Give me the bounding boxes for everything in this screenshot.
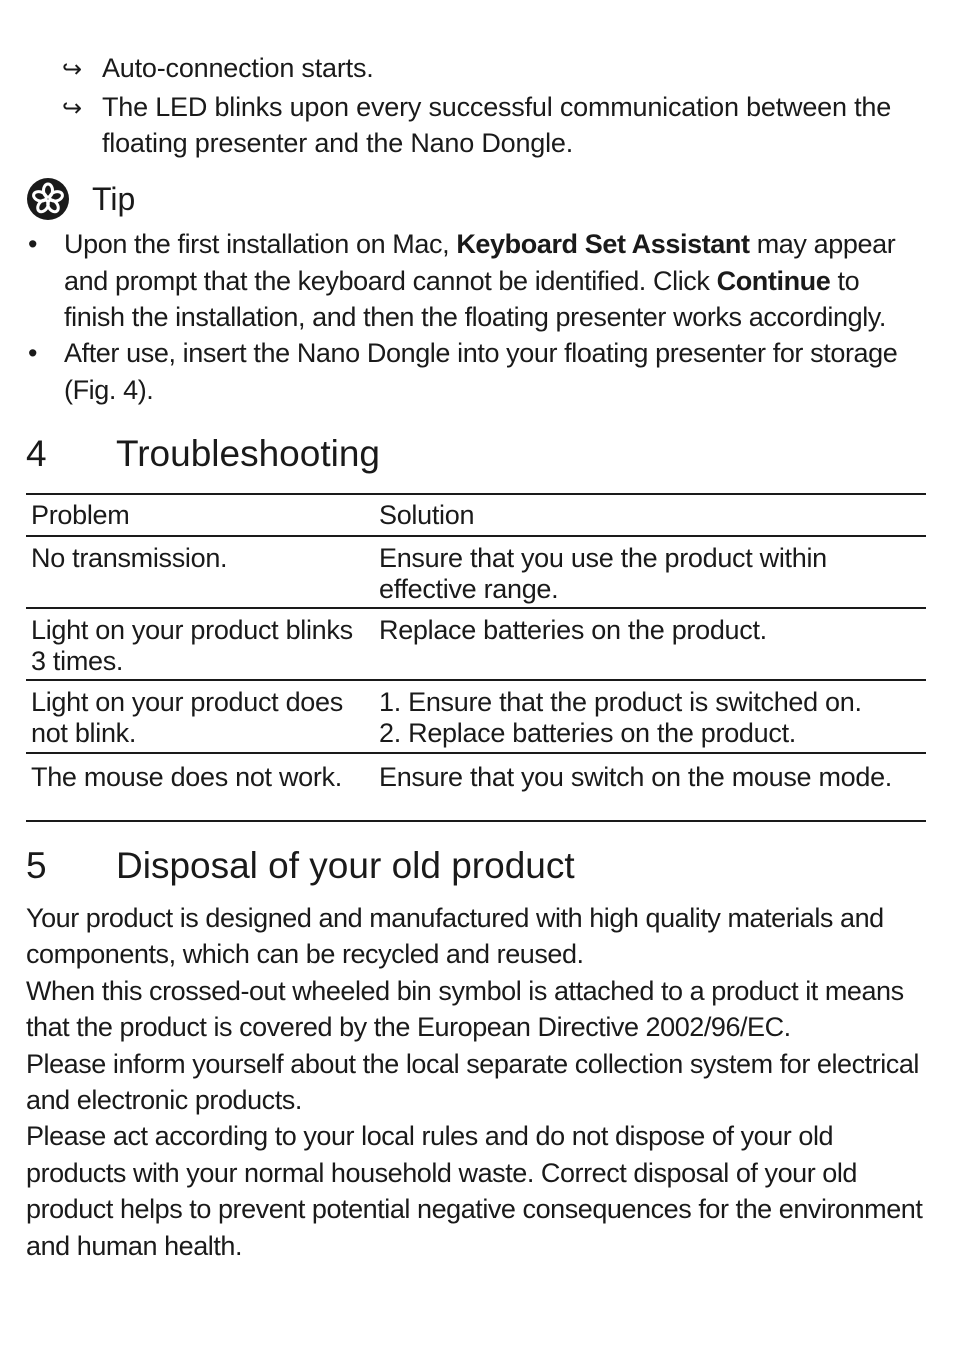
solution-step: 2. Replace batteries on the product. bbox=[379, 718, 796, 748]
section-title: Disposal of your old product bbox=[116, 845, 575, 886]
tip-bullet bbox=[26, 226, 926, 336]
solution-cell bbox=[374, 680, 926, 753]
troubleshooting-table bbox=[26, 493, 926, 822]
section-heading-disposal bbox=[26, 844, 575, 888]
section-heading-troubleshooting bbox=[26, 432, 380, 476]
section-title: Troubleshooting bbox=[116, 433, 380, 474]
tip-bullet-text: Upon the first installation on Mac, Keyboard Set Assistant may appear and prompt that the keyboard cannot be identified. Click Continue to finish the installation, and then the floating presenter works accordingly. bbox=[64, 229, 896, 332]
problem-cell: The mouse does not work. bbox=[26, 753, 374, 821]
bullet-icon: • bbox=[28, 338, 38, 368]
continue-label: Continue bbox=[716, 265, 831, 296]
table-row bbox=[26, 753, 926, 821]
result-text: The LED blinks upon every successful communication between the floating presenter and the Nano Dongle. bbox=[102, 92, 892, 158]
column-header-solution: Solution bbox=[374, 494, 926, 536]
section-number: 5 bbox=[26, 845, 47, 886]
disposal-text bbox=[26, 900, 926, 1264]
result-text: Auto-connection starts. bbox=[102, 53, 374, 83]
paragraph: Please act according to your local rules and do not dispose of your old products with your normal household waste. Correct disposal of your old product helps to prevent potential negative consequences for the environment and human health. bbox=[26, 1121, 923, 1261]
result-arrow-icon: ↪ bbox=[62, 56, 82, 83]
problem-cell: Light on your product does not blink. bbox=[26, 680, 374, 753]
solution-step: 1. Ensure that the product is switched on. bbox=[379, 687, 862, 717]
problem-cell: No transmission. bbox=[26, 536, 374, 608]
paragraph: Please inform yourself about the local separate collection system for electrical and electronic products. bbox=[26, 1048, 919, 1116]
table-header-row bbox=[26, 494, 926, 536]
table-row bbox=[26, 608, 926, 680]
tip-icon bbox=[26, 177, 70, 221]
tip-bullet bbox=[26, 335, 926, 408]
tip-header bbox=[26, 176, 135, 222]
tip-bullet-text: After use, insert the Nano Dongle into your floating presenter for storage (Fig. 4). bbox=[64, 338, 898, 405]
solution-cell: Ensure that you switch on the mouse mode. bbox=[374, 753, 926, 821]
tip-label: Tip bbox=[92, 180, 136, 217]
result-item bbox=[62, 50, 902, 88]
table-row bbox=[26, 536, 926, 608]
solution-cell: Replace batteries on the product. bbox=[374, 608, 926, 680]
result-item bbox=[62, 89, 902, 161]
keyboard-set-assistant-label: Keyboard Set Assistant bbox=[456, 229, 750, 259]
column-header-problem: Problem bbox=[26, 494, 374, 536]
paragraph: When this crossed-out wheeled bin symbol is attached to a product it means that the product is covered by the European Directive 2002/96/EC. bbox=[26, 975, 904, 1043]
bullet-icon: • bbox=[28, 229, 38, 259]
solution-cell: Ensure that you use the product within effective range. bbox=[374, 536, 926, 608]
paragraph: Your product is designed and manufactured with high quality materials and components, which can be recycled and reused. bbox=[26, 903, 884, 970]
section-number: 4 bbox=[26, 433, 47, 474]
result-arrow-icon: ↪ bbox=[62, 95, 82, 122]
problem-cell: Light on your product blinks 3 times. bbox=[26, 608, 374, 680]
table-row bbox=[26, 680, 926, 753]
